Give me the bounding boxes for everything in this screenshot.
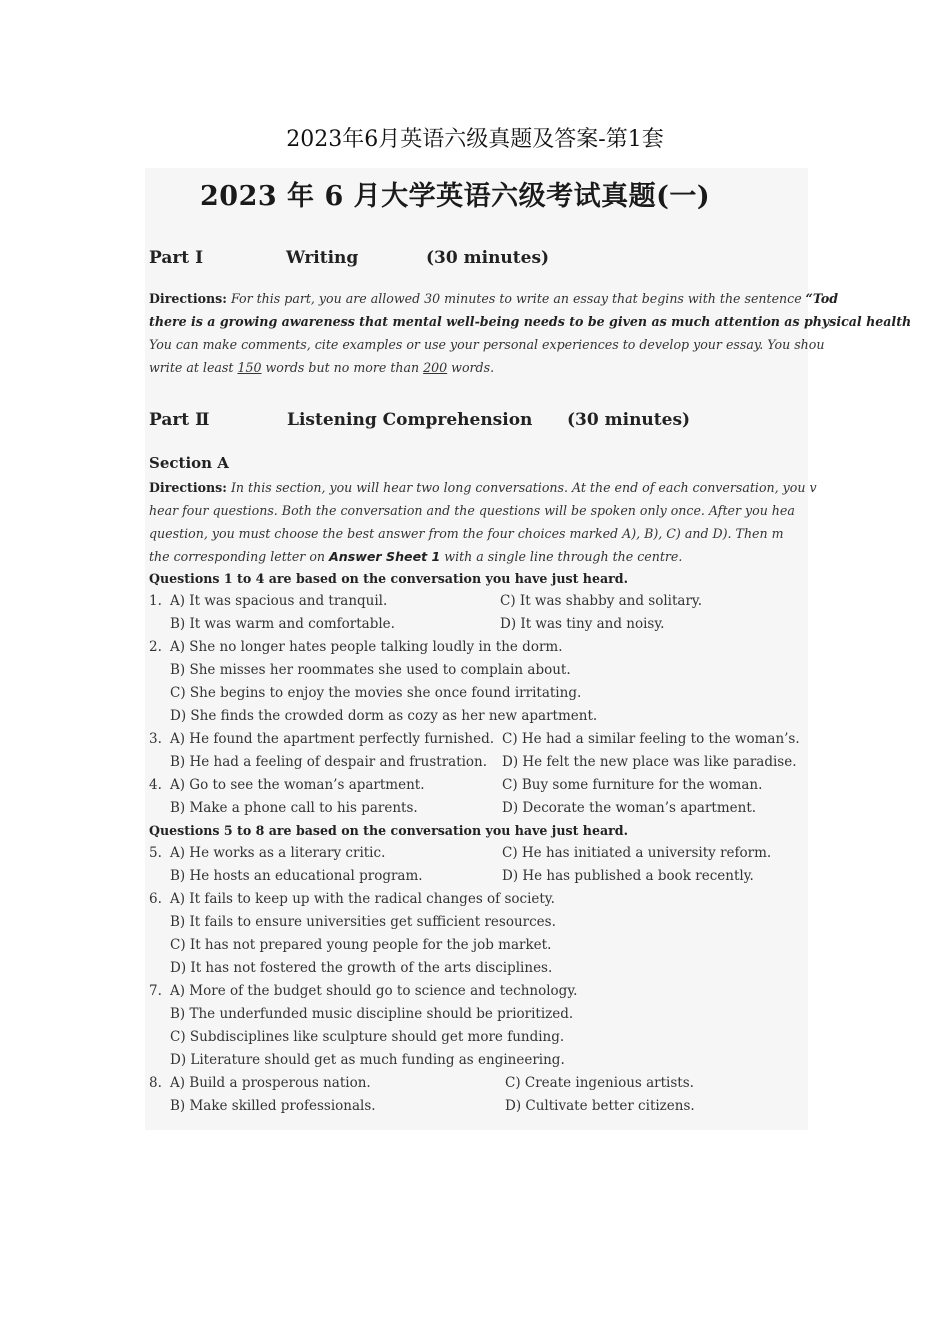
option-a: A) He works as a literary critic. bbox=[170, 845, 386, 861]
option-b: B) Make skilled professionals. bbox=[170, 1098, 376, 1114]
option-d: D) Cultivate better citizens. bbox=[505, 1098, 695, 1114]
directions-text: For this part, you are allowed 30 minutes to write an essay that begins with the sentence bbox=[230, 291, 806, 306]
option-b: B) The underfunded music discipline should be prioritized. bbox=[170, 1006, 574, 1022]
question-4-row-1 bbox=[149, 777, 425, 793]
option-d: D) Decorate the woman’s apartment. bbox=[502, 800, 757, 816]
writing-directions-line: You can make comments, cite examples or use your personal experiences to develop your essay. You shou bbox=[149, 337, 825, 352]
section-a-title: Section A bbox=[149, 454, 229, 472]
directions-text: words but no more than bbox=[261, 360, 424, 375]
exam-title: 2023 年 6 月大学英语六级考试真题(一) bbox=[200, 181, 711, 212]
option-d: D) He felt the new place was like paradise. bbox=[502, 754, 797, 770]
question-number: 5. bbox=[149, 845, 162, 861]
option-a: A) She no longer hates people talking loudly in the dorm. bbox=[170, 639, 563, 655]
listening-directions-line: question, you must choose the best answer from the four choices marked A), B), C) and D). Then m bbox=[149, 526, 784, 541]
directions-label: Directions: bbox=[149, 291, 227, 306]
question-group-heading: Questions 5 to 8 are based on the conversation you have just heard. bbox=[149, 823, 628, 838]
listening-directions-line bbox=[149, 545, 849, 568]
question-2-row-1 bbox=[149, 639, 563, 655]
option-a: A) He found the apartment perfectly furnished. bbox=[170, 731, 495, 747]
directions-text: In this section, you will hear two long conversations. At the end of each conversation, you v bbox=[230, 480, 817, 495]
question-number: 6. bbox=[149, 891, 162, 907]
essay-opening-quote: “Tod bbox=[805, 291, 839, 306]
option-c: C) It was shabby and solitary. bbox=[500, 593, 703, 609]
option-a: A) More of the budget should go to science and technology. bbox=[170, 983, 578, 999]
option-d: D) He has published a book recently. bbox=[502, 868, 754, 884]
option-c: C) It has not prepared young people for the job market. bbox=[170, 937, 552, 953]
option-c: C) She begins to enjoy the movies she once found irritating. bbox=[170, 685, 582, 701]
part2-label: Part Ⅱ bbox=[149, 410, 210, 430]
part1-time: (30 minutes) bbox=[426, 248, 550, 268]
option-b: B) Make a phone call to his parents. bbox=[170, 800, 418, 816]
option-b: B) It was warm and comfortable. bbox=[170, 616, 395, 632]
question-number: 2. bbox=[149, 639, 162, 655]
option-d: D) It has not fostered the growth of the arts disciplines. bbox=[170, 960, 553, 976]
min-words: 150 bbox=[237, 360, 262, 375]
option-a: A) It was spacious and tranquil. bbox=[170, 593, 388, 609]
question-1-row-1 bbox=[149, 593, 387, 609]
option-d: D) She finds the crowded dorm as cozy as her new apartment. bbox=[170, 708, 598, 724]
option-b: B) He had a feeling of despair and frustration. bbox=[170, 754, 488, 770]
option-b: B) It fails to ensure universities get sufficient resources. bbox=[170, 914, 556, 930]
listening-directions-line: hear four questions. Both the conversation and the questions will be spoken only once. After you hea bbox=[149, 503, 795, 518]
directions-text: with a single line through the centre. bbox=[440, 549, 683, 564]
writing-directions-line bbox=[149, 310, 912, 333]
part1-name: Writing bbox=[286, 248, 359, 268]
question-number: 8. bbox=[149, 1075, 162, 1091]
option-c: C) He has initiated a university reform. bbox=[502, 845, 772, 861]
directions-label: Directions: bbox=[149, 480, 227, 495]
part2-time: (30 minutes) bbox=[567, 410, 691, 430]
max-words: 200 bbox=[423, 360, 448, 375]
option-d: D) It was tiny and noisy. bbox=[500, 616, 665, 632]
option-a: A) Go to see the woman’s apartment. bbox=[170, 777, 425, 793]
option-b: B) He hosts an educational program. bbox=[170, 868, 423, 884]
question-number: 7. bbox=[149, 983, 162, 999]
option-a: A) It fails to keep up with the radical changes of society. bbox=[170, 891, 555, 907]
writing-directions bbox=[149, 287, 912, 379]
option-a: A) Build a prosperous nation. bbox=[170, 1075, 371, 1091]
question-number: 4. bbox=[149, 777, 162, 793]
writing-directions-line bbox=[149, 287, 849, 310]
question-3-row-1 bbox=[149, 731, 494, 747]
question-number: 1. bbox=[149, 593, 162, 609]
essay-opening-sentence: there is a growing awareness that mental well-being needs to be given as much attention as physical health bbox=[149, 314, 912, 329]
writing-directions-line bbox=[149, 356, 849, 379]
question-number: 3. bbox=[149, 731, 162, 747]
part1-label: Part Ⅰ bbox=[149, 248, 204, 268]
option-b: B) She misses her roommates she used to complain about. bbox=[170, 662, 571, 678]
scanned-exam-page bbox=[145, 168, 912, 1130]
option-c: C) He had a similar feeling to the woman’s. bbox=[502, 731, 800, 747]
option-c: C) Subdisciplines like sculpture should get more funding. bbox=[170, 1029, 565, 1045]
option-c: C) Create ingenious artists. bbox=[505, 1075, 694, 1091]
question-7-row-1 bbox=[149, 983, 577, 999]
listening-directions-line bbox=[149, 476, 849, 499]
option-d: D) Literature should get as much funding as engineering. bbox=[170, 1052, 565, 1068]
answer-sheet-label: Answer Sheet 1 bbox=[329, 549, 441, 564]
part2-name: Listening Comprehension bbox=[287, 410, 533, 430]
directions-text: the corresponding letter on bbox=[149, 549, 330, 564]
directions-text: write at least bbox=[149, 360, 238, 375]
directions-text: words. bbox=[447, 360, 495, 375]
page-title: 2023年6月英语六级真题及答案-第1套 bbox=[286, 127, 664, 152]
listening-directions bbox=[149, 476, 849, 568]
question-5-row-1 bbox=[149, 845, 385, 861]
question-8-row-1 bbox=[149, 1075, 371, 1091]
option-c: C) Buy some furniture for the woman. bbox=[502, 777, 763, 793]
question-group-heading: Questions 1 to 4 are based on the conversation you have just heard. bbox=[149, 571, 628, 586]
question-6-row-1 bbox=[149, 891, 555, 907]
